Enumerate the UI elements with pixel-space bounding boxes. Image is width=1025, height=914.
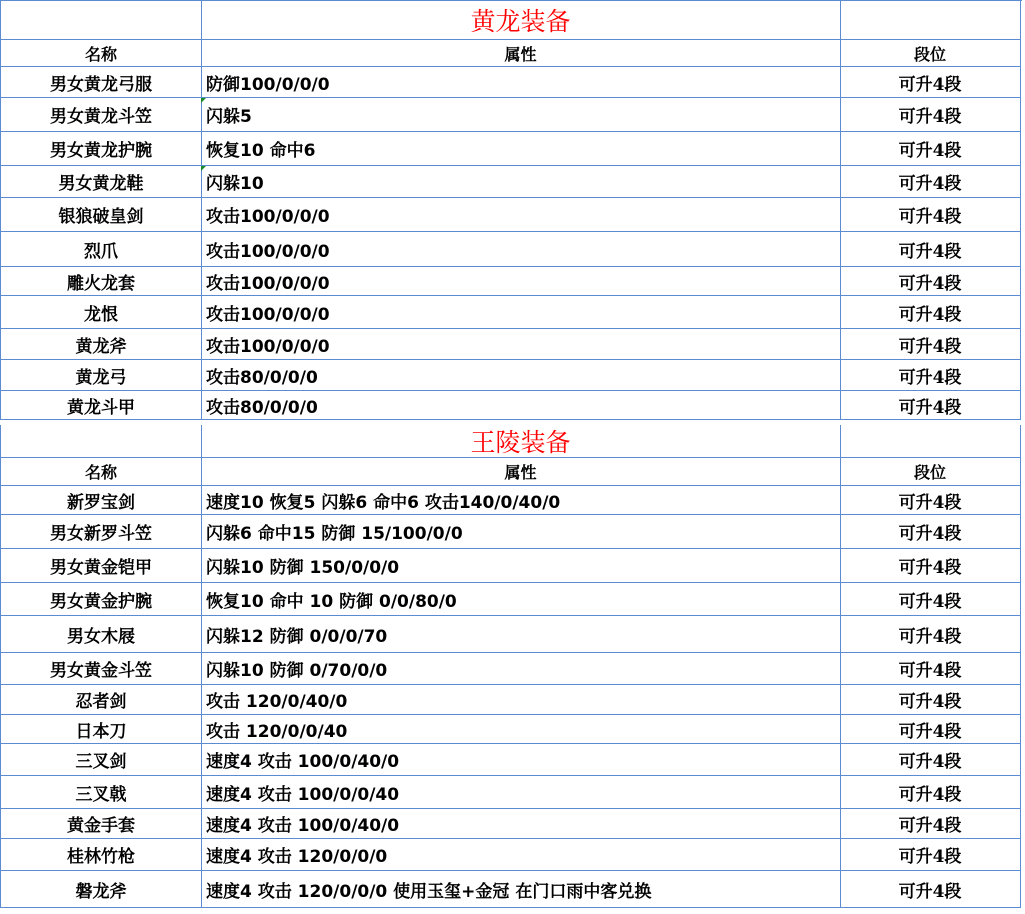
item-rank[interactable]: 可升4段 <box>840 549 1021 583</box>
item-rank[interactable]: 可升4段 <box>840 296 1021 329</box>
item-rank[interactable]: 可升4段 <box>840 744 1021 776</box>
comment-marker-icon <box>201 166 206 171</box>
table-row <box>0 685 1025 715</box>
item-attributes[interactable]: 攻击 120/0/0/40 <box>201 715 841 744</box>
item-attributes[interactable]: 攻击80/0/0/0 <box>201 360 841 391</box>
table-row <box>0 549 1025 583</box>
header-name[interactable]: 名称 <box>0 40 202 67</box>
header-row <box>0 40 1025 67</box>
table-row <box>0 166 1025 198</box>
item-name[interactable]: 桂林竹枪 <box>0 839 202 871</box>
item-name[interactable]: 男女黄龙斗笠 <box>0 98 202 132</box>
item-name[interactable]: 男女黄金护腕 <box>0 583 202 616</box>
item-name[interactable]: 男女木屐 <box>0 616 202 653</box>
item-attributes[interactable]: 恢复10 命中6 <box>201 132 841 166</box>
title-row-cell-name[interactable] <box>0 425 202 458</box>
item-attributes[interactable]: 闪躲10 <box>201 166 841 198</box>
header-rank[interactable]: 段位 <box>840 458 1021 486</box>
item-attributes[interactable]: 攻击100/0/0/0 <box>201 296 841 329</box>
item-rank[interactable]: 可升4段 <box>840 198 1021 232</box>
item-attributes[interactable]: 闪躲10 防御 150/0/0/0 <box>201 549 841 583</box>
item-name[interactable]: 雕火龙套 <box>0 267 202 296</box>
table-row <box>0 744 1025 776</box>
item-name[interactable]: 黄金手套 <box>0 809 202 839</box>
table-row <box>0 515 1025 549</box>
item-name[interactable]: 男女黄金斗笠 <box>0 653 202 685</box>
item-rank[interactable]: 可升4段 <box>840 329 1021 360</box>
item-rank[interactable]: 可升4段 <box>840 583 1021 616</box>
comment-marker-icon <box>201 98 206 103</box>
item-name[interactable]: 三叉戟 <box>0 776 202 809</box>
item-attributes[interactable]: 速度10 恢复5 闪躲6 命中6 攻击140/0/40/0 <box>201 486 841 515</box>
item-rank[interactable]: 可升4段 <box>840 776 1021 809</box>
item-rank[interactable]: 可升4段 <box>840 267 1021 296</box>
item-attributes[interactable]: 闪躲5 <box>201 98 841 132</box>
item-name[interactable]: 烈爪 <box>0 232 202 267</box>
item-attributes[interactable]: 攻击100/0/0/0 <box>201 267 841 296</box>
header-attr[interactable]: 属性 <box>201 40 841 67</box>
table-row <box>0 296 1025 329</box>
item-name[interactable]: 黄龙斧 <box>0 329 202 360</box>
table-row <box>0 132 1025 166</box>
header-row <box>0 458 1025 486</box>
item-attributes[interactable]: 恢复10 命中 10 防御 0/0/80/0 <box>201 583 841 616</box>
item-rank[interactable]: 可升4段 <box>840 360 1021 391</box>
item-rank[interactable]: 可升4段 <box>840 67 1021 98</box>
table-row <box>0 616 1025 653</box>
item-rank[interactable]: 可升4段 <box>840 616 1021 653</box>
table-row <box>0 583 1025 616</box>
item-name[interactable]: 龙恨 <box>0 296 202 329</box>
item-attributes[interactable]: 攻击 120/0/40/0 <box>201 685 841 715</box>
table-row <box>0 486 1025 515</box>
item-rank[interactable]: 可升4段 <box>840 132 1021 166</box>
item-name[interactable]: 男女黄龙鞋 <box>0 166 202 198</box>
title-row-cell-rank[interactable] <box>840 425 1021 458</box>
table-row <box>0 871 1025 908</box>
item-name[interactable]: 磐龙斧 <box>0 871 202 908</box>
header-rank[interactable]: 段位 <box>840 40 1021 67</box>
item-name[interactable]: 忍者剑 <box>0 685 202 715</box>
item-attributes[interactable]: 速度4 攻击 100/0/40/0 <box>201 809 841 839</box>
item-attributes[interactable]: 攻击80/0/0/0 <box>201 391 841 420</box>
table-row <box>0 715 1025 744</box>
item-rank[interactable]: 可升4段 <box>840 653 1021 685</box>
table-row <box>0 360 1025 391</box>
section-title-row <box>0 425 1025 458</box>
header-attr[interactable]: 属性 <box>201 458 841 486</box>
section-title[interactable]: 黄龙装备 <box>201 0 841 40</box>
item-attributes[interactable]: 攻击100/0/0/0 <box>201 329 841 360</box>
item-rank[interactable]: 可升4段 <box>840 166 1021 198</box>
item-name[interactable]: 黄龙弓 <box>0 360 202 391</box>
item-name[interactable]: 日本刀 <box>0 715 202 744</box>
item-attributes[interactable]: 闪躲12 防御 0/0/0/70 <box>201 616 841 653</box>
table-row <box>0 267 1025 296</box>
item-rank[interactable]: 可升4段 <box>840 98 1021 132</box>
item-rank[interactable]: 可升4段 <box>840 515 1021 549</box>
table-row <box>0 391 1025 420</box>
table-row <box>0 839 1025 871</box>
section-title-row <box>0 0 1025 40</box>
item-rank[interactable]: 可升4段 <box>840 391 1021 420</box>
table-row <box>0 329 1025 360</box>
table-row <box>0 198 1025 232</box>
item-attributes[interactable]: 速度4 攻击 100/0/0/40 <box>201 776 841 809</box>
item-attributes[interactable]: 攻击100/0/0/0 <box>201 232 841 267</box>
item-attributes[interactable]: 速度4 攻击 120/0/0/0 使用玉玺+金冠 在门口雨中客兑换 <box>201 871 841 908</box>
table-row <box>0 809 1025 839</box>
title-row-cell-rank[interactable] <box>840 0 1021 40</box>
item-rank[interactable]: 可升4段 <box>840 232 1021 267</box>
header-name[interactable]: 名称 <box>0 458 202 486</box>
item-rank[interactable]: 可升4段 <box>840 839 1021 871</box>
item-name[interactable]: 男女新罗斗笠 <box>0 515 202 549</box>
table-row <box>0 776 1025 809</box>
table-row <box>0 98 1025 132</box>
item-attributes[interactable]: 闪躲6 命中15 防御 15/100/0/0 <box>201 515 841 549</box>
section-title[interactable]: 王陵装备 <box>201 425 841 458</box>
item-attributes[interactable]: 防御100/0/0/0 <box>201 67 841 98</box>
item-attributes[interactable]: 闪躲10 防御 0/70/0/0 <box>201 653 841 685</box>
item-name[interactable]: 三叉剑 <box>0 744 202 776</box>
table-row <box>0 232 1025 267</box>
item-rank[interactable]: 可升4段 <box>840 715 1021 744</box>
item-attributes[interactable]: 攻击100/0/0/0 <box>201 198 841 232</box>
item-rank[interactable]: 可升4段 <box>840 486 1021 515</box>
item-name[interactable]: 黄龙斗甲 <box>0 391 202 420</box>
item-name[interactable]: 男女黄金铠甲 <box>0 549 202 583</box>
table-row <box>0 653 1025 685</box>
item-rank[interactable]: 可升4段 <box>840 809 1021 839</box>
item-rank[interactable]: 可升4段 <box>840 685 1021 715</box>
item-name[interactable]: 新罗宝剑 <box>0 486 202 515</box>
item-name[interactable]: 男女黄龙弓服 <box>0 67 202 98</box>
item-rank[interactable]: 可升4段 <box>840 871 1021 908</box>
title-row-cell-name[interactable] <box>0 0 202 40</box>
item-attributes[interactable]: 速度4 攻击 100/0/40/0 <box>201 744 841 776</box>
item-name[interactable]: 银狼破皇剑 <box>0 198 202 232</box>
table-row <box>0 67 1025 98</box>
item-name[interactable]: 男女黄龙护腕 <box>0 132 202 166</box>
item-attributes[interactable]: 速度4 攻击 120/0/0/0 <box>201 839 841 871</box>
